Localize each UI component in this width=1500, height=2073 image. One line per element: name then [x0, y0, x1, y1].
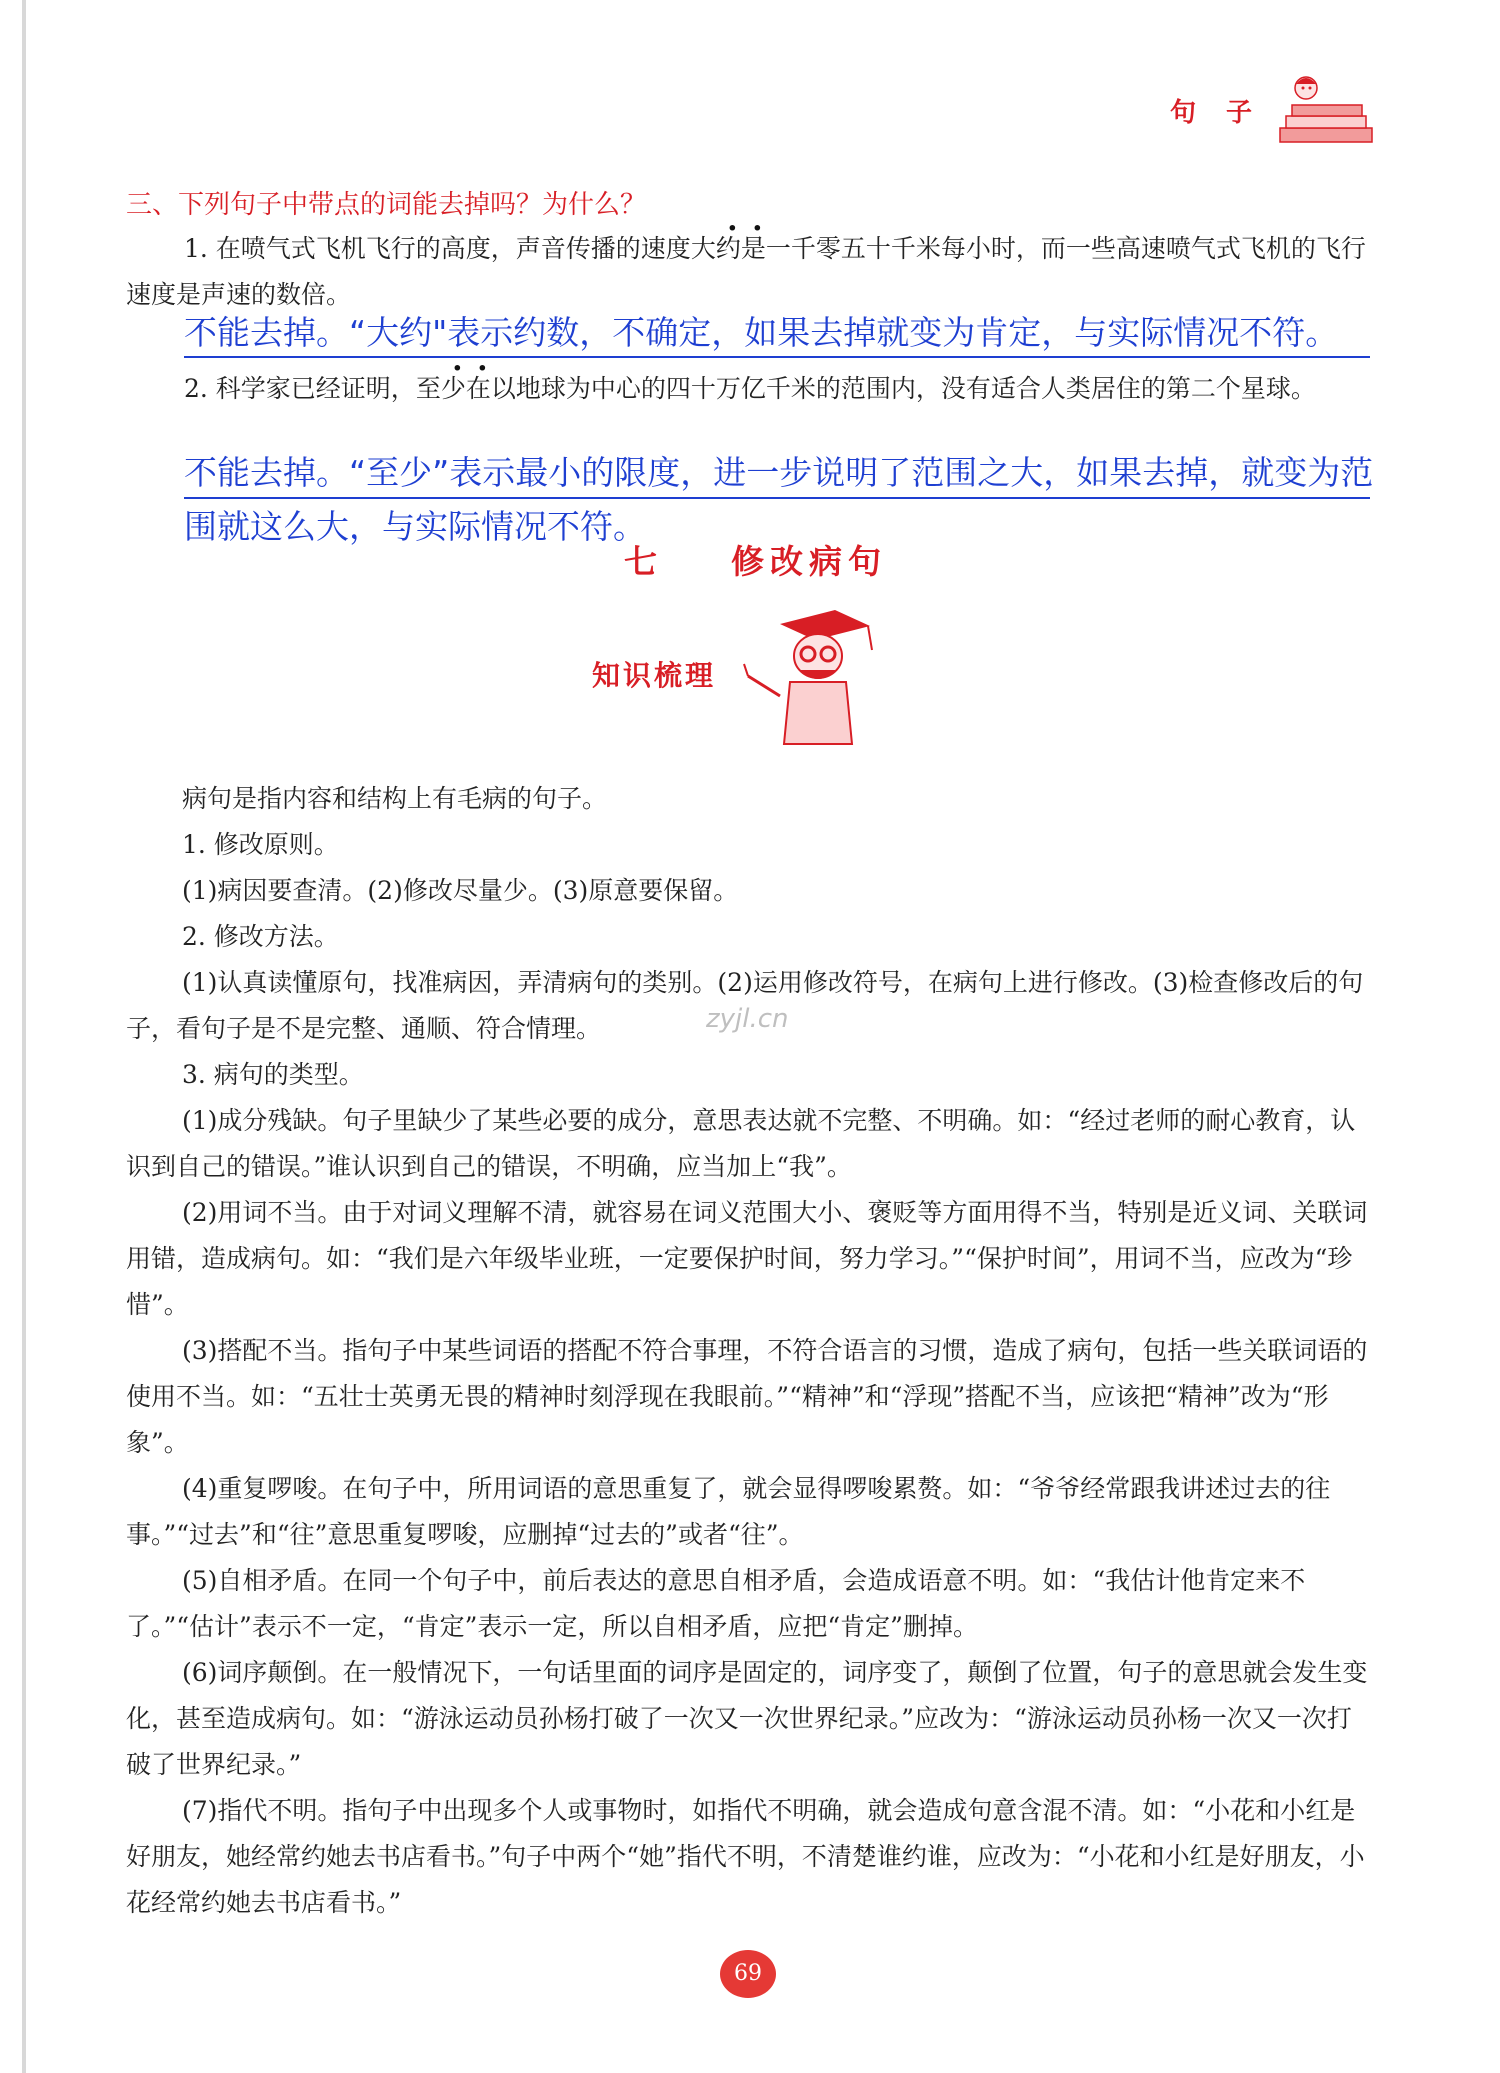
chapter-name: 修改病句: [731, 542, 887, 581]
knowledge-subtitle: 知识梳理: [592, 659, 717, 692]
question-1-before: 1. 在喷气式飞机飞行的高度，声音传播的速度: [184, 234, 691, 263]
body-paragraph: (4)重复啰唆。在句子中，所用词语的意思重复了，就会显得啰唆累赘。如：“爷爷经常跟我讲述过去的往事。”“过去”和“往”意思重复啰唆，应删掉“过去的”或者“往”。: [126, 1474, 1331, 1549]
body-paragraph: 3. 病句的类型。: [182, 1060, 364, 1089]
dotted-char: 大: [690, 234, 716, 263]
body-paragraph: 1. 修改原则。: [182, 830, 339, 859]
question-2-before: 2. 科学家已经证明，: [184, 374, 416, 403]
watermark: zyjl.cn: [706, 1004, 789, 1034]
header-girl-books-icon: [1270, 70, 1380, 150]
header-title: 句子: [1170, 98, 1283, 128]
body-paragraph: (7)指代不明。指句子中出现多个人或事物时，如指代不明确，就会造成句意含混不清。如：“小花和小红是好朋友，她经常约她去书店看书。”句子中两个“她”指代不明，不清楚谁约谁，应改为：“小花和小红是好朋友，小花经常约她去书店看书。”: [126, 1796, 1365, 1917]
question-1: [126, 226, 1376, 318]
question-2: [126, 366, 1376, 412]
body-paragraph: (1)病因要查清。(2)修改尽量少。(3)原意要保留。: [182, 876, 739, 905]
dotted-char: 少: [440, 374, 466, 403]
answer-1-underline: [184, 356, 1370, 358]
body-paragraph: 2. 修改方法。: [182, 922, 339, 951]
page-spine: [22, 0, 26, 2073]
body-paragraph: (2)用词不当。由于对词义理解不清，就容易在词义范围大小、褒贬等方面用得不当，特别是近义词、关联词用错，造成病句。如：“我们是六年级毕业班，一定要保护时间，努力学习。”“保护时间”，用词不当，应改为“珍惜”。: [126, 1198, 1368, 1319]
professor-icon: [740, 604, 890, 754]
body-paragraph: 病句是指内容和结构上有毛病的句子。: [182, 784, 608, 813]
dotted-char: 至: [415, 374, 441, 403]
body-paragraph: (1)认真读懂原句，找准病因，弄清病句的类别。(2)运用修改符号，在病句上进行修改。(3)检查修改后的句子，看句子是不是完整、通顺、符合情理。: [126, 968, 1364, 1043]
answer-1: 不能去掉。“大约"表示约数，不确定，如果去掉就变为肯定，与实际情况不符。: [184, 313, 1339, 352]
body-paragraph: (5)自相矛盾。在同一个句子中，前后表达的意思自相矛盾，会造成语意不明。如：“我估计他肯定来不了。”“估计”表示不一定，“肯定”表示一定，所以自相矛盾，应把“肯定”删掉。: [126, 1566, 1306, 1641]
dotted-char: 约: [715, 234, 741, 263]
body-content: [126, 776, 1376, 1926]
answer-2-underline: [184, 497, 1370, 499]
body-paragraph: (1)成分残缺。句子里缺少了某些必要的成分，意思表达就不完整、不明确。如：“经过老师的耐心教育，认识到自己的错误。”谁认识到自己的错误，不明确，应当加上“我”。: [126, 1106, 1356, 1181]
answer-2: 不能去掉。“至少”表示最小的限度，进一步说明了范围之大，如果去掉，就变为范围就这么大，与实际情况不符。: [184, 453, 1374, 546]
section-title: 三、下列句子中带点的词能去掉吗？为什么？: [126, 190, 647, 220]
question-2-after: 在以地球为中心的四十万亿千米的范围内，没有适合人类居住的第二个星球。: [465, 374, 1316, 403]
page-number: 69: [720, 1950, 776, 1998]
body-paragraph: (6)词序颠倒。在一般情况下，一句话里面的词序是固定的，词序变了，颠倒了位置，句子的意思就会发生变化，甚至造成病句。如：“游泳运动员孙杨打破了一次又一次世界纪录。”应改为：“游泳运动员孙杨一次又一次打破了世界纪录。”: [126, 1658, 1368, 1779]
question-1-after: 是一千零五十千米每小时，而一些高速喷气式飞机的飞行速度是声速的数倍。: [126, 234, 1366, 309]
chapter-number: 七: [624, 542, 657, 581]
chapter-title: [624, 536, 887, 583]
body-paragraph: (3)搭配不当。指句子中某些词语的搭配不符合事理，不符合语言的习惯，造成了病句，包括一些关联词语的使用不当。如：“五壮士英勇无畏的精神时刻浮现在我眼前。”“精神”和“浮现”搭配不当，应该把“精神”改为“形象”。: [126, 1336, 1368, 1457]
